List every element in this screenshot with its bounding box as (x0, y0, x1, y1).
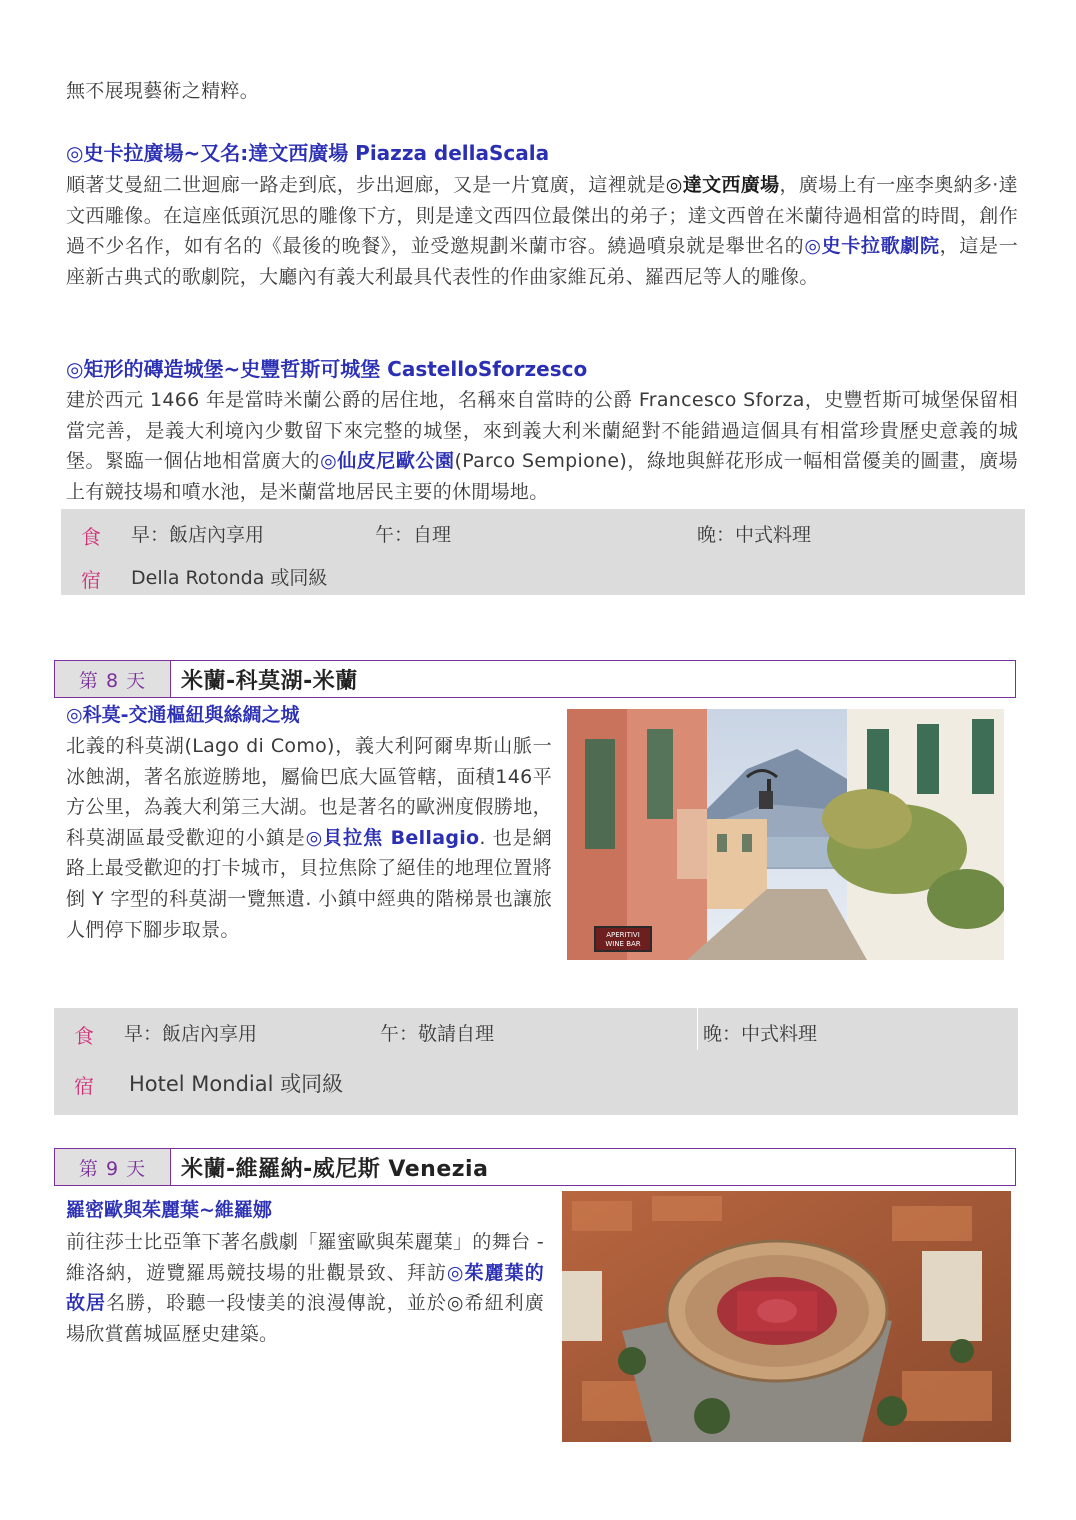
lunch-text: 午：自理 (375, 524, 452, 546)
breakfast-text: 早：飯店內享用 (124, 1023, 258, 1045)
food-icon: 食 (74, 1024, 94, 1048)
day8-header (54, 660, 1016, 698)
scala-heading: ◎史卡拉廣場~又名:達文西廣場 Piazza dellaScala (66, 141, 550, 165)
hotel-icon: 宿 (81, 568, 101, 592)
scala-text-2: ，廣場上有一座李奧納多‧達文西雕像。在這座低頭沉思的雕像下方，則是達文西四位最傑出的弟子；達文西曾在米蘭待過相當的時間，創作過不少名作，如有名的《最後的晚餐》，並受邀規劃米蘭市容。繞過噴泉就是舉世名的 (66, 174, 1018, 258)
day8-heading: ◎科莫-交通樞紐與絲綢之城 (66, 704, 300, 726)
lunch-text: 午：敬請自理 (380, 1023, 495, 1045)
meal-box-day8 (54, 1008, 1018, 1115)
scala-highlight-davinci-square: ◎達文西廣場 (665, 174, 780, 196)
day9-header (54, 1148, 1016, 1186)
hotel-text: Hotel Mondial 或同級 (129, 1072, 344, 1096)
verona-arena-photo (562, 1191, 1011, 1442)
dinner-text: 晚：中式料理 (703, 1023, 818, 1045)
hotel-text: Della Rotonda 或同級 (131, 567, 328, 589)
day8-highlight-bellagio: ◎貝拉焦 Bellagio (305, 826, 480, 849)
day8-text-2: . 也是網路上最受歡迎的打卡城市，貝拉焦除了絕佳的地理位置將倒 Y 字型的科莫湖一覽無遺. 小鎮中經典的階梯景也讓旅人們停下腳步取景。 (66, 826, 552, 941)
scala-text-1: 順著艾曼紐二世迴廊一路走到底，步出迴廊，又是一片寬廣，這裡就是 (66, 174, 666, 196)
sign-line-2: WINE BAR (605, 940, 641, 948)
day8-title: 米蘭-科莫湖-米蘭 (181, 668, 358, 694)
scala-highlight-opera-house: ◎史卡拉歌劇院 (804, 235, 940, 258)
day8-label: 第 8 天 (55, 661, 171, 697)
castle-text-2: (Parco Sempione)，綠地與鮮花形成一幅相當優美的圖畫，廣場上有競技場和噴水池，是米蘭當地居民主要的休閒場地。 (66, 450, 1018, 503)
day9-text-1: 前往莎士比亞筆下著名戲劇「羅蜜歐與茱麗葉」的舞台 - 維洛納，遊覽羅馬競技場的壯觀景致、拜訪 (66, 1231, 544, 1284)
hotel-icon: 宿 (74, 1074, 94, 1098)
castle-text-1: 建於西元 1466 年是當時米蘭公爵的居住地，名稱來自當時的公爵 Francesco Sforza，史豐哲斯可城堡保留相當完善，是義大利境內少數留下來完整的城堡，來到義大利米蘭絕對不能錯過這個具有相當珍貴歷史意義的城堡。緊臨一個佔地相當廣大的 (66, 389, 1018, 473)
food-icon: 食 (81, 525, 101, 549)
day9-paragraph (66, 1227, 544, 1349)
day9-heading: 羅密歐與茱麗葉~維羅娜 (66, 1199, 272, 1221)
scala-paragraph (66, 170, 1018, 292)
day9-highlight-juliet-house: ◎茱麗葉的故居 (66, 1261, 544, 1315)
bellagio-illustration (567, 709, 1004, 960)
meal-divider (697, 1008, 698, 1050)
intro-line: 無不展現藝術之精粹。 (66, 80, 260, 102)
sign-line-1: APERITIVI (606, 931, 640, 939)
dinner-text: 晚：中式料理 (697, 524, 812, 546)
day8-text-1: 北義的科莫湖(Lago di Como)，義大利阿爾卑斯山脈一冰蝕湖，著名旅遊勝地，屬倫巴底大區管轄，面積146平方公里，為義大利第三大湖。也是著名的歐洲度假勝地，科莫湖區最受歡迎的小鎮是 (66, 735, 552, 849)
meal-box-day7 (61, 509, 1025, 595)
scala-text-3: ，這是一座新古典式的歌劇院，大廳內有義大利最具代表性的作曲家維瓦弟、羅西尼等人的雕像。 (66, 235, 1018, 288)
verona-illustration (562, 1191, 1011, 1442)
bellagio-photo (567, 709, 1004, 960)
castle-paragraph (66, 385, 1018, 507)
day9-label: 第 9 天 (55, 1149, 171, 1185)
day9-title: 米蘭-維羅納-威尼斯 Venezia (181, 1156, 489, 1182)
day9-text-2: 名勝，聆聽一段悽美的浪漫傳說，並於◎希紐利廣場欣賞舊城區歷史建築。 (66, 1292, 544, 1345)
castle-heading: ◎矩形的磚造城堡~史豐哲斯可城堡 CastelloSforzesco (66, 357, 588, 381)
breakfast-text: 早：飯店內享用 (131, 524, 265, 546)
day8-paragraph (66, 731, 552, 945)
castle-highlight-park: ◎仙皮尼歐公園 (320, 450, 455, 473)
